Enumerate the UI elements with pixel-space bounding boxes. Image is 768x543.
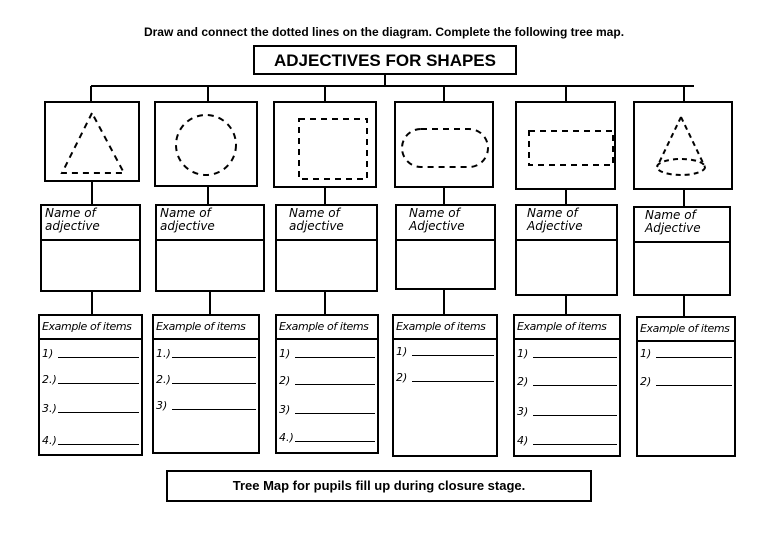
example-line[interactable]: 1.): [156, 344, 256, 360]
shape-box: [154, 101, 258, 187]
examples-box: [392, 314, 498, 457]
dotted-triangle-icon: [46, 103, 138, 180]
example-line[interactable]: 3): [279, 400, 375, 416]
examples-box: [513, 314, 621, 457]
dotted-square-icon: [275, 103, 375, 186]
name-header: Name of adjective: [45, 206, 100, 233]
example-line[interactable]: 2): [396, 368, 494, 384]
name-header: Name of adjective: [160, 206, 215, 233]
example-line[interactable]: 3.): [42, 399, 139, 415]
shape-box: [44, 101, 140, 182]
example-line[interactable]: 1): [42, 344, 139, 360]
example-line[interactable]: 2): [279, 371, 375, 387]
example-line[interactable]: 4.): [279, 428, 375, 444]
tree-map-title: ADJECTIVES FOR SHAPES: [253, 45, 517, 75]
examples-box: [38, 314, 143, 456]
examples-header: Example of items: [279, 320, 369, 333]
examples-box: [636, 316, 736, 457]
dotted-oval-icon: [396, 103, 492, 186]
adjective-name-box[interactable]: [395, 204, 496, 290]
example-line[interactable]: 2): [517, 372, 617, 388]
example-line[interactable]: 2.): [156, 370, 256, 386]
example-line[interactable]: 1): [396, 342, 494, 358]
examples-header: Example of items: [640, 322, 730, 335]
examples-header: Example of items: [517, 320, 607, 333]
example-line[interactable]: 3): [156, 396, 256, 412]
examples-box: [275, 314, 379, 454]
example-line[interactable]: 1): [517, 344, 617, 360]
adjective-name-box[interactable]: [275, 204, 378, 292]
adjective-name-box[interactable]: [515, 204, 618, 296]
example-line[interactable]: 2): [640, 372, 732, 388]
name-header: Name of Adjective: [409, 206, 465, 233]
example-line[interactable]: 4): [517, 431, 617, 447]
examples-header: Example of items: [42, 320, 132, 333]
example-line[interactable]: 3): [517, 402, 617, 418]
shape-box: [633, 101, 733, 190]
dotted-circle-icon: [156, 103, 256, 185]
dotted-rectangle-icon: [517, 103, 614, 188]
shape-box: [515, 101, 616, 190]
example-line[interactable]: 1): [279, 344, 375, 360]
dotted-cone-icon: [635, 103, 731, 188]
example-line[interactable]: 2.): [42, 370, 139, 386]
name-header: Name of Adjective: [645, 208, 701, 235]
adjective-name-box[interactable]: [40, 204, 141, 292]
name-header: Name of adjective: [289, 206, 344, 233]
name-header: Name of Adjective: [527, 206, 583, 233]
example-line[interactable]: 1): [640, 344, 732, 360]
examples-box: [152, 314, 260, 454]
shape-box: [394, 101, 494, 188]
examples-header: Example of items: [156, 320, 246, 333]
example-line[interactable]: 4.): [42, 431, 139, 447]
shape-box: [273, 101, 377, 188]
examples-header: Example of items: [396, 320, 486, 333]
instruction-text: Draw and connect the dotted lines on the diagram. Complete the following tree map.: [143, 25, 625, 39]
adjective-name-box[interactable]: [155, 204, 265, 292]
footer-caption: Tree Map for pupils fill up during closure stage.: [166, 470, 592, 502]
adjective-name-box[interactable]: [633, 206, 731, 296]
